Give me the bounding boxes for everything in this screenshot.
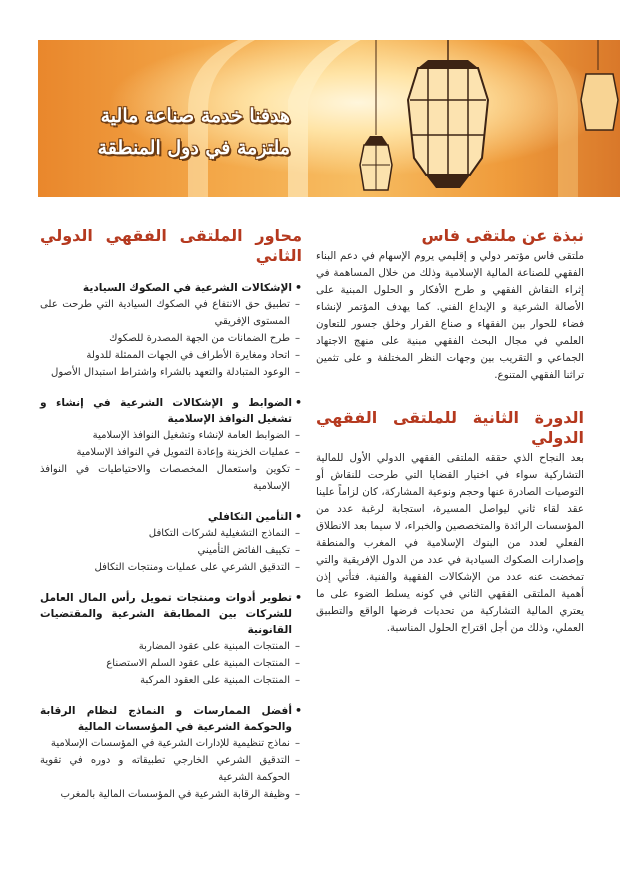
theme-item: – نماذج تنظيمية للإدارات الشرعية في المؤسسات الإسلامية: [40, 735, 302, 752]
theme-item: – المنتجات المبنية على عقود المضاربة: [40, 638, 302, 655]
bullet-icon: •: [294, 510, 302, 523]
theme-section: [40, 395, 302, 495]
theme-title: • الضوابط و الإشكالات الشرعية في إنشاء و تشغيل النوافذ الإسلامية: [40, 396, 302, 425]
theme-item: – وظيفة الرقابة الشرعية في المؤسسات المالية بالمغرب: [40, 786, 302, 803]
dash-icon: –: [294, 333, 300, 344]
header-banner: [38, 40, 620, 197]
bullet-icon: •: [294, 396, 302, 409]
dash-icon: –: [294, 545, 300, 556]
theme-item: – الوعود المتبادلة والتعهد بالشراء واشتراط استبدال الأصول: [40, 364, 302, 381]
section-heading-themes: محاور الملتقى الفقهي الدولي الثاني: [40, 226, 302, 265]
theme-item: – المنتجات المبنية على عقود السلم الاستصناع: [40, 655, 302, 672]
dash-icon: –: [294, 738, 300, 749]
dash-icon: –: [294, 658, 300, 669]
theme-item: – النماذج التشغيلية لشركات التكافل: [40, 525, 302, 542]
theme-title: • تطوير أدوات ومنتجات تمويل رأس المال العامل للشركات بين المطابقة الشرعية والمقتضيات القانونية: [40, 591, 302, 636]
theme-item: – اتحاد ومغايرة الأطراف في الجهات الممثلة للدولة: [40, 347, 302, 364]
section-heading-about: نبذة عن ملتقى فاس: [421, 226, 584, 245]
theme-section: [40, 590, 302, 689]
bullet-icon: •: [294, 704, 302, 717]
theme-item: – المنتجات المبنية على العقود المركبة: [40, 672, 302, 689]
theme-section: [40, 280, 302, 381]
right-column: [316, 226, 584, 637]
theme-title: • التأمين التكافلي: [207, 510, 302, 523]
banner-title-line-2: ملتزمة في دول المنطقة: [97, 137, 290, 159]
dash-icon: –: [294, 562, 300, 573]
bullet-icon: •: [294, 281, 302, 294]
theme-section: [40, 509, 302, 576]
banner-title-line-1: هدفنا خدمة صناعة مالية: [100, 105, 290, 127]
theme-title: • أفضل الممارسات و النماذج لنظام الرقابة والحوكمة الشرعية في المؤسسات المالية: [40, 704, 302, 733]
dash-icon: –: [294, 367, 300, 378]
theme-item: – طرح الضمانات من الجهة المصدرة للصكوك: [40, 330, 302, 347]
dash-icon: –: [294, 755, 300, 766]
section-heading-second-edition: الدورة الثانية للملتقى الفقهي الدولي: [316, 408, 584, 447]
second-edition-paragraph: بعد النجاح الذي حققه الملتقى الفقهي الدولي الأول للمالية التشاركية سواء في اختيار القضايا التي طرحت للنقاش أو التوصيات الصادرة عنها وحجم ونوعية المشاركة، كان لزاماً علينا عقد لقاء ثاني ليواصل المسيرة، استجابة لرغبة عدد من المؤسسات الرائدة والمتخصصين والخبراء، لا سيما بعد الانطلاق الفعلي لعدد من البنوك الإسلامية في المغرب والمنطقة وإصدارات الصكوك السيادية في عدد من الدول الإفريقية والتي تمخضت عنه عدد من الإشكالات الفقهية والفنية. فتأتي إذن أهمية الملتقى الفقهي الثاني في كونه يسلط الضوء على ما يعتري المالية التشاركية من تحديات فرضها الواقع والتطبيق العملي، وذلك من أجل اقتراح الحلول المناسبة.: [316, 452, 584, 634]
left-column: [40, 226, 302, 803]
dash-icon: –: [294, 350, 300, 361]
dash-icon: –: [294, 675, 300, 686]
theme-item: – الضوابط العامة لإنشاء وتشغيل النوافذ الإسلامية: [40, 427, 302, 444]
dash-icon: –: [294, 464, 300, 475]
theme-item: – عمليات الخزينة وإعادة التمويل في النوافذ الإسلامية: [40, 444, 302, 461]
theme-item: – تطبيق حق الانتفاع في الصكوك السيادية التي طرحت على المستوى الإفريقي: [40, 296, 302, 330]
bullet-icon: •: [294, 591, 302, 604]
dash-icon: –: [294, 789, 300, 800]
banner-title: [98, 100, 290, 164]
about-paragraph: ملتقى فاس مؤتمر دولي و إقليمي يروم الإسهام في دعم البناء الفقهي للصناعة المالية الإسلامية وذلك من خلال المساهمة في إثراء النقاش الفقهي و طرح الأفكار و الحلول المبنية على الأصالة الشرعية و الإبداع الفني. كما يهدف المؤتمر لإنشاء فضاء للحوار بين الفقهاء و صناع القرار وخلق جسور للتعاون العلمي في مجال البحث الفقهي مبنية على منهج الاجتهاد الجماعي و التقريب بين وجهات النظر المختلفة و على تثمين تراثنا الفقهي المتنوع.: [316, 250, 584, 381]
theme-title: • الإشكالات الشرعية في الصكوك السيادية: [82, 281, 302, 294]
theme-section: [40, 703, 302, 803]
dash-icon: –: [294, 430, 300, 441]
theme-item: – تكوين واستعمال المخصصات والاحتياطيات في النوافذ الإسلامية: [40, 461, 302, 495]
dash-icon: –: [294, 447, 300, 458]
dash-icon: –: [294, 528, 300, 539]
dash-icon: –: [294, 641, 300, 652]
theme-item: – تكييف الفائض التأميني: [40, 542, 302, 559]
dash-icon: –: [294, 299, 300, 310]
theme-item: – التدقيق الشرعي الخارجي تطبيقاته و دوره في تقوية الحوكمة الشرعية: [40, 752, 302, 786]
theme-item: – التدقيق الشرعي على عمليات ومنتجات التكافل: [40, 559, 302, 576]
